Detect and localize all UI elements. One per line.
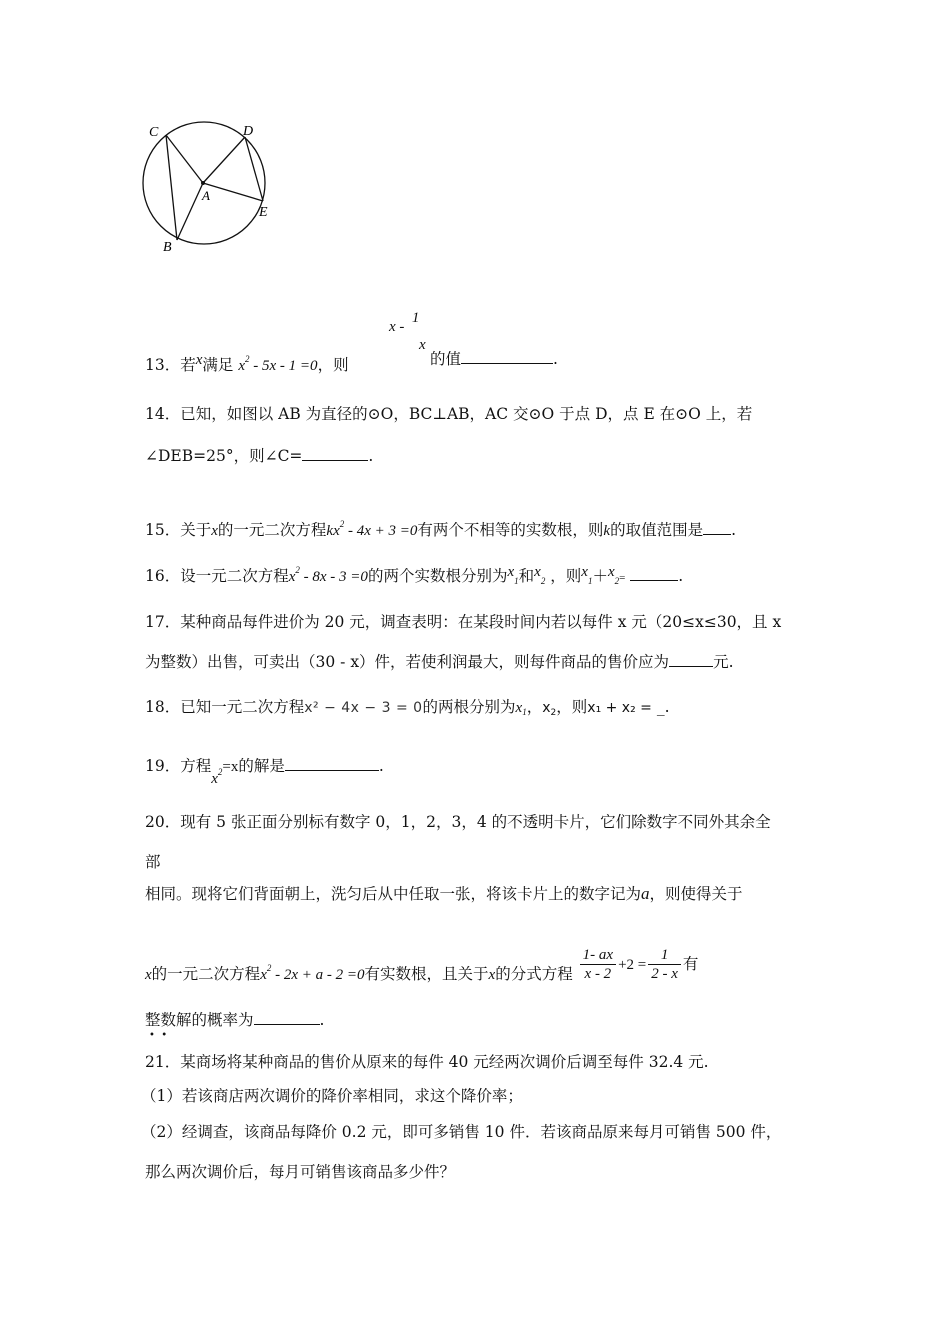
question-17-line1: 17．某种商品每件进价为 20 元，调查表明：在某段时间内若以每件 x 元（20≤x≤30，且 x <box>145 613 782 631</box>
question-20-line1: 20．现有 5 张正面分别标有数字 0，1，2，3，4 的不透明卡片，它们除数字不同外其余全 <box>145 813 771 831</box>
question-19: 19．方程$x^2=x$的解是 . <box>145 757 384 787</box>
emphasis-dots: • • <box>149 1030 168 1041</box>
q13-satisfy: 满足 <box>202 356 234 374</box>
q13-then: ，则 <box>317 356 349 374</box>
question-20-line3: 相同。现将它们背面朝上，洗匀后从中任取一张，将该卡片上的数字记为a，则使得关于 <box>145 884 743 903</box>
q19-answer-blank[interactable] <box>285 756 379 771</box>
label-d: D <box>243 124 254 139</box>
q18-sum: x₁ + x₂ = <box>587 700 652 716</box>
q13-equation: $x^2 - 5x - 1 =0$ <box>238 354 318 374</box>
label-a: A <box>202 188 210 203</box>
segment-ab <box>177 183 203 240</box>
segment-de <box>245 137 263 201</box>
question-15: 15．关于x的一元二次方程$kx^2 - 4x + 3 =0$有两个不相等的实数根，则k的取值范围是 . <box>145 519 737 539</box>
question-21-part1: （1）若该商店两次调价的降价率相同，求这个降价率； <box>141 1087 523 1105</box>
question-17-line2: 为整数）出售，可卖出（30 - x）件，若使利润最大，则每件商品的售价应为 元. <box>145 653 734 671</box>
segment-cb <box>166 135 177 240</box>
q13-end: . <box>553 350 558 368</box>
label-c: C <box>149 125 159 140</box>
q20-quadratic: $x^2 - 2x + a - 2 =0$ <box>260 962 365 983</box>
q19-equation: $x^2$ <box>211 767 223 787</box>
q16-answer-blank[interactable] <box>630 566 678 581</box>
q20-fraction-left: $\frac{1- ax}{x - 2}$ <box>580 946 616 983</box>
q13-prefix: 13．若 <box>145 356 196 374</box>
circle-figure <box>135 118 285 258</box>
q15-answer-blank[interactable] <box>703 520 731 535</box>
question-21-part2: （2）经调查，该商品每降价 0.2 元，即可多销售 10 件．若该商品原来每月可销售 500 件， <box>141 1123 782 1141</box>
question-16: 16．设一元二次方程$x^2 - 8x - 3 =0$的两个实数根分别为$x_1$和$x_2$ ，则$x_1+x_2=$ . <box>145 564 684 586</box>
segment-ae <box>203 183 263 201</box>
q13-var: x <box>195 352 203 368</box>
question-20-line2: 部 <box>145 853 161 871</box>
q14-answer-blank[interactable] <box>302 446 368 461</box>
q13-answer-blank[interactable] <box>461 349 553 364</box>
q18-equation: x² − 4x − 3 = 0 <box>304 700 423 716</box>
question-21-part3: 那么两次调价后，每月可销售该商品多少件？ <box>145 1163 456 1181</box>
question-21-line1: 21．某商场将某种商品的售价从原来的每件 40 元经两次调价后调至每件 32.4 元. <box>145 1053 709 1071</box>
segment-ca <box>166 135 203 183</box>
question-20-line5: 整数解的概率为 . <box>145 1011 325 1029</box>
center-point <box>201 181 205 185</box>
question-14-line1: 14．已知，如图以 AB 为直径的⊙O，BC⊥AB，AC 交⊙O 于点 D，点 E 在⊙O 上，若 <box>145 405 753 423</box>
q16-equation: $x^2 - 8x - 3 =0$ <box>288 565 368 585</box>
q20-answer-blank[interactable] <box>254 1010 320 1025</box>
question-20-line4: x的一元二次方程$x^2 - 2x + a - 2 =0$有实数根，且关于x的分式方程 $\frac{1- ax}{x - 2}$ +2 = $\frac{1}{2 - x}$ 有 <box>145 947 699 983</box>
question-18: 18．已知一元二次方程x² − 4x − 3 = 0的两根分别为$x_1$，$x_2$，则x₁ + x₂ = _. <box>145 698 670 718</box>
q15-equation: $kx^2 - 4x + 3 =0$ <box>326 519 418 539</box>
q13-tail: 的值 <box>430 350 462 368</box>
q20-fraction-right: $\frac{1}{2 - x}$ <box>648 946 681 983</box>
segment-ad <box>203 137 245 183</box>
label-e: E <box>259 205 268 220</box>
q17-answer-blank[interactable] <box>669 652 713 667</box>
question-14-line2: ∠DEB=25°，则∠C= . <box>145 447 374 465</box>
q13-fraction: x - 1 x <box>389 310 426 353</box>
label-b: B <box>163 240 172 255</box>
